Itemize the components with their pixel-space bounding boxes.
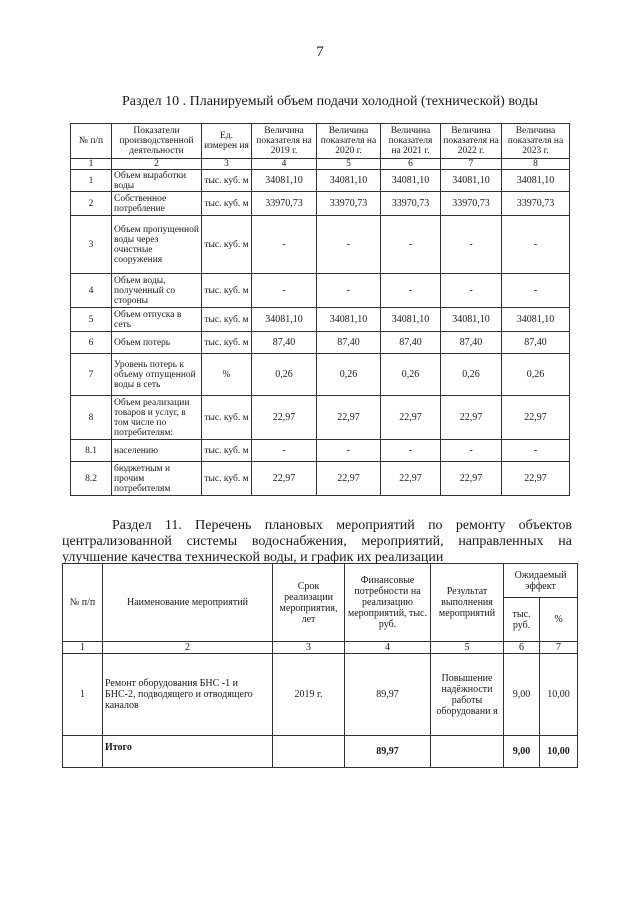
row-num: 8 (71, 396, 112, 440)
total-num (63, 736, 103, 768)
value-2022: 33970,73 (441, 192, 502, 216)
value-2020: 33970,73 (317, 192, 381, 216)
header-finance: Финансовые потребности на реализацию мероприятий, тыс. руб. (345, 564, 431, 642)
row-name: населению (112, 440, 202, 462)
row-num: 5 (71, 308, 112, 332)
row-unit: тыс. куб. м (202, 192, 252, 216)
value-2019: - (252, 440, 317, 462)
section11-header-row (63, 564, 578, 598)
value-2022: 34081,10 (441, 170, 502, 192)
section10-title: Раздел 10 . Планируемый объем подачи холодной (технической) воды (122, 94, 538, 109)
table-row (71, 462, 570, 496)
value-2022: 22,97 (441, 462, 502, 496)
value-2019: 33970,73 (252, 192, 317, 216)
row-result: Повышение надёжности работы оборудовани я (431, 654, 504, 736)
value-2020: 87,40 (317, 332, 381, 354)
value-2019: - (252, 216, 317, 274)
row-num: 8.1 (71, 440, 112, 462)
header-cell: Показатели производственной деятельности (112, 124, 202, 159)
header-cell: Ед. измерен ия (202, 124, 252, 159)
value-2023: 22,97 (502, 462, 570, 496)
row-unit: тыс. куб. м (202, 462, 252, 496)
value-2020: 34081,10 (317, 308, 381, 332)
row-pct: 10,00 (540, 654, 578, 736)
index-row (63, 642, 578, 654)
header-result: Результат выполнения мероприятий (431, 564, 504, 642)
row-num: 7 (71, 354, 112, 396)
header-cell: № п/п (71, 124, 112, 159)
row-num: 1 (63, 654, 103, 736)
value-2021: 34081,10 (381, 170, 441, 192)
row-num: 3 (71, 216, 112, 274)
header-cell: Величина показателя на 2019 г. (252, 124, 317, 159)
value-2023: 0,26 (502, 354, 570, 396)
index-cell: 7 (540, 642, 578, 654)
value-2022: 0,26 (441, 354, 502, 396)
value-2022: 34081,10 (441, 308, 502, 332)
total-rub: 9,00 (504, 736, 540, 768)
section11-title (62, 518, 572, 566)
row-unit: тыс. куб. м (202, 332, 252, 354)
header-cell: Величина показателя на 2020 г. (317, 124, 381, 159)
header-effect-pct: % (540, 598, 578, 642)
value-2023: - (502, 440, 570, 462)
table-row (71, 192, 570, 216)
value-2019: 34081,10 (252, 308, 317, 332)
table-row (71, 170, 570, 192)
row-name: Объем реализации товаров и услуг, в том числе по потребителям: (112, 396, 202, 440)
table-row (71, 396, 570, 440)
value-2021: 33970,73 (381, 192, 441, 216)
value-2021: 34081,10 (381, 308, 441, 332)
table-row (71, 274, 570, 308)
row-unit: тыс. куб. м (202, 308, 252, 332)
value-2021: 22,97 (381, 396, 441, 440)
index-cell: 3 (202, 159, 252, 170)
table-row (71, 354, 570, 396)
table-row (71, 440, 570, 462)
table-row (63, 654, 578, 736)
value-2020: 0,26 (317, 354, 381, 396)
row-rub: 9,00 (504, 654, 540, 736)
value-2020: - (317, 274, 381, 308)
index-cell: 8 (502, 159, 570, 170)
row-num: 8.2 (71, 462, 112, 496)
value-2021: 22,97 (381, 462, 441, 496)
value-2020: 22,97 (317, 462, 381, 496)
row-name: Объем потерь (112, 332, 202, 354)
value-2019: 22,97 (252, 396, 317, 440)
value-2023: 33970,73 (502, 192, 570, 216)
table-row (71, 216, 570, 274)
value-2020: 34081,10 (317, 170, 381, 192)
index-cell: 5 (431, 642, 504, 654)
total-row (63, 736, 578, 768)
value-2021: - (381, 440, 441, 462)
index-cell: 6 (381, 159, 441, 170)
value-2020: - (317, 440, 381, 462)
value-2023: 22,97 (502, 396, 570, 440)
section10-table (70, 123, 570, 496)
value-2022: 22,97 (441, 396, 502, 440)
value-2019: 87,40 (252, 332, 317, 354)
table-row (71, 332, 570, 354)
header-num: № п/п (63, 564, 103, 642)
value-2023: 34081,10 (502, 308, 570, 332)
header-cell: Величина показателя на 2022 г. (441, 124, 502, 159)
total-pct: 10,00 (540, 736, 578, 768)
row-name: Объем отпуска в сеть (112, 308, 202, 332)
section11-table (62, 563, 578, 768)
value-2023: - (502, 216, 570, 274)
section11-title-text: Раздел 11. Перечень плановых мероприятий по ремонту объектов централизованной системы водоснабжения, мероприятий, направленных на улучшение качества технической воды, и график их реализации (62, 518, 572, 565)
row-name: бюджетным и прочим потребителям (112, 462, 202, 496)
index-cell: 4 (345, 642, 431, 654)
value-2021: 87,40 (381, 332, 441, 354)
index-cell: 4 (252, 159, 317, 170)
value-2019: 34081,10 (252, 170, 317, 192)
value-2022: - (441, 440, 502, 462)
row-name: Объем выработки воды (112, 170, 202, 192)
row-unit: тыс. куб. м (202, 274, 252, 308)
header-cell: Величина показателя на 2021 г. (381, 124, 441, 159)
value-2020: 22,97 (317, 396, 381, 440)
row-name: Объем пропущенной воды через очистные сооружения (112, 216, 202, 274)
index-cell: 2 (103, 642, 273, 654)
page-number: 7 (316, 44, 324, 60)
value-2019: 22,97 (252, 462, 317, 496)
total-result (431, 736, 504, 768)
value-2023: - (502, 274, 570, 308)
index-cell: 1 (71, 159, 112, 170)
row-num: 2 (71, 192, 112, 216)
index-cell: 5 (317, 159, 381, 170)
value-2022: 87,40 (441, 332, 502, 354)
row-name: Собственное потребление (112, 192, 202, 216)
row-unit: тыс. куб. м (202, 216, 252, 274)
index-cell: 2 (112, 159, 202, 170)
row-unit: тыс. куб. м (202, 440, 252, 462)
index-cell: 1 (63, 642, 103, 654)
row-num: 6 (71, 332, 112, 354)
value-2022: - (441, 216, 502, 274)
value-2023: 34081,10 (502, 170, 570, 192)
index-cell: 6 (504, 642, 540, 654)
header-cell: Величина показателя на 2023 г. (502, 124, 570, 159)
row-finance: 89,97 (345, 654, 431, 736)
value-2021: - (381, 216, 441, 274)
index-cell: 7 (441, 159, 502, 170)
row-unit: % (202, 354, 252, 396)
value-2021: 0,26 (381, 354, 441, 396)
value-2019: - (252, 274, 317, 308)
total-label: Итого (103, 736, 273, 768)
total-finance: 89,97 (345, 736, 431, 768)
value-2022: - (441, 274, 502, 308)
value-2020: - (317, 216, 381, 274)
header-effect: Ожидаемый эффект (504, 564, 578, 598)
value-2021: - (381, 274, 441, 308)
table-row (71, 308, 570, 332)
total-term (273, 736, 345, 768)
value-2023: 87,40 (502, 332, 570, 354)
header-term: Срок реализации мероприятия, лет (273, 564, 345, 642)
row-name: Ремонт оборудования БНС -1 и БНС-2, подводящего и отводящего каналов (103, 654, 273, 736)
row-num: 4 (71, 274, 112, 308)
header-effect-rub: тыс. руб. (504, 598, 540, 642)
row-num: 1 (71, 170, 112, 192)
index-cell: 3 (273, 642, 345, 654)
row-name: Объем воды, полученный со стороны (112, 274, 202, 308)
value-2019: 0,26 (252, 354, 317, 396)
row-term: 2019 г. (273, 654, 345, 736)
row-name: Уровень потерь к объему отпущенной воды в сеть (112, 354, 202, 396)
index-row (71, 159, 570, 170)
header-name: Наименование мероприятий (103, 564, 273, 642)
row-unit: тыс. куб. м (202, 396, 252, 440)
section10-header-row (71, 124, 570, 159)
row-unit: тыс. куб. м (202, 170, 252, 192)
